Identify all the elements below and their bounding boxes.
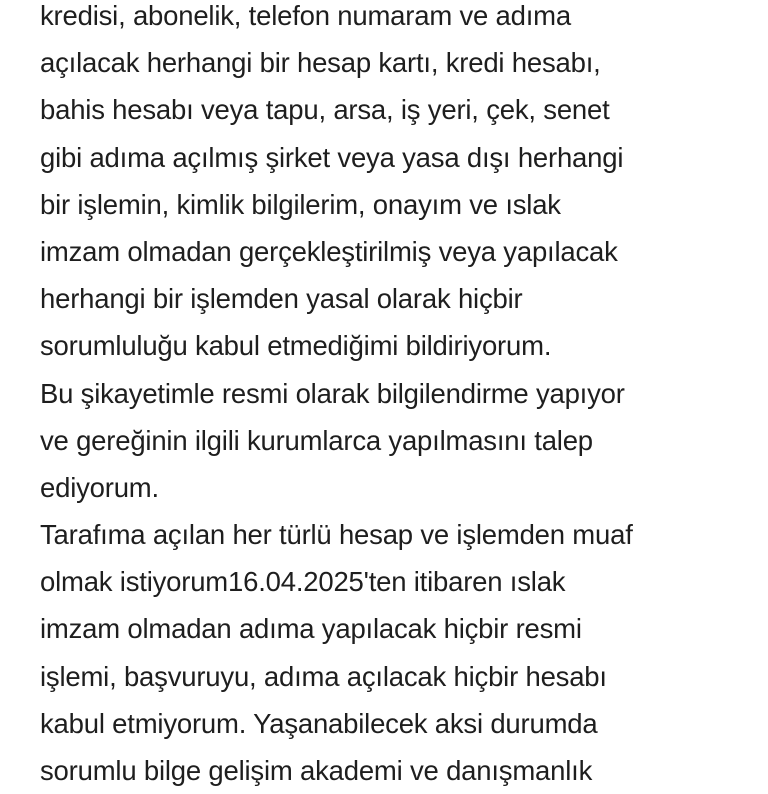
text-line-13: olmak istiyorum16.04.2025'ten itibaren ıslak [40, 566, 566, 598]
text-line-3: bahis hesabı veya tapu, arsa, iş yeri, çek, senet [40, 94, 610, 126]
text-line-8: sorumluluğu kabul etmediğimi bildiriyorum. [40, 330, 552, 362]
text-line-2: açılacak herhangi bir hesap kartı, kredi hesabı, [40, 47, 601, 79]
text-line-16: kabul etmiyorum. Yaşanabilecek aksi durumda [40, 707, 598, 739]
text-line-14: imzam olmadan adıma yapılacak hiçbir resmi [40, 613, 582, 645]
text-line-1: kredisi, abonelik, telefon numaram ve adıma [40, 0, 571, 31]
text-line-9: Bu şikayetimle resmi olarak bilgilendirme yapıyor [40, 377, 625, 409]
text-line-5: bir işlemin, kimlik bilgilerim, onayım ve ıslak [40, 188, 561, 220]
text-line-10: ve gereğinin ilgili kurumlarca yapılmasını talep [40, 424, 593, 456]
text-line-17-clipped: sorumlu bilge gelişim akademi ve danışmanlık [40, 755, 593, 786]
text-line-15: işlemi, başvuruyu, adıma açılacak hiçbir hesabı [40, 660, 607, 692]
text-line-11: ediyorum. [40, 471, 159, 503]
text-line-6: imzam olmadan gerçekleştirilmiş veya yapılacak [40, 235, 618, 267]
text-line-4: gibi adıma açılmış şirket veya yasa dışı herhangi [40, 141, 624, 173]
text-line-7: herhangi bir işlemden yasal olarak hiçbir [40, 283, 523, 315]
complaint-text-body [40, 0, 760, 794]
text-line-12: Tarafıma açılan her türlü hesap ve işlemden muaf [40, 519, 633, 551]
